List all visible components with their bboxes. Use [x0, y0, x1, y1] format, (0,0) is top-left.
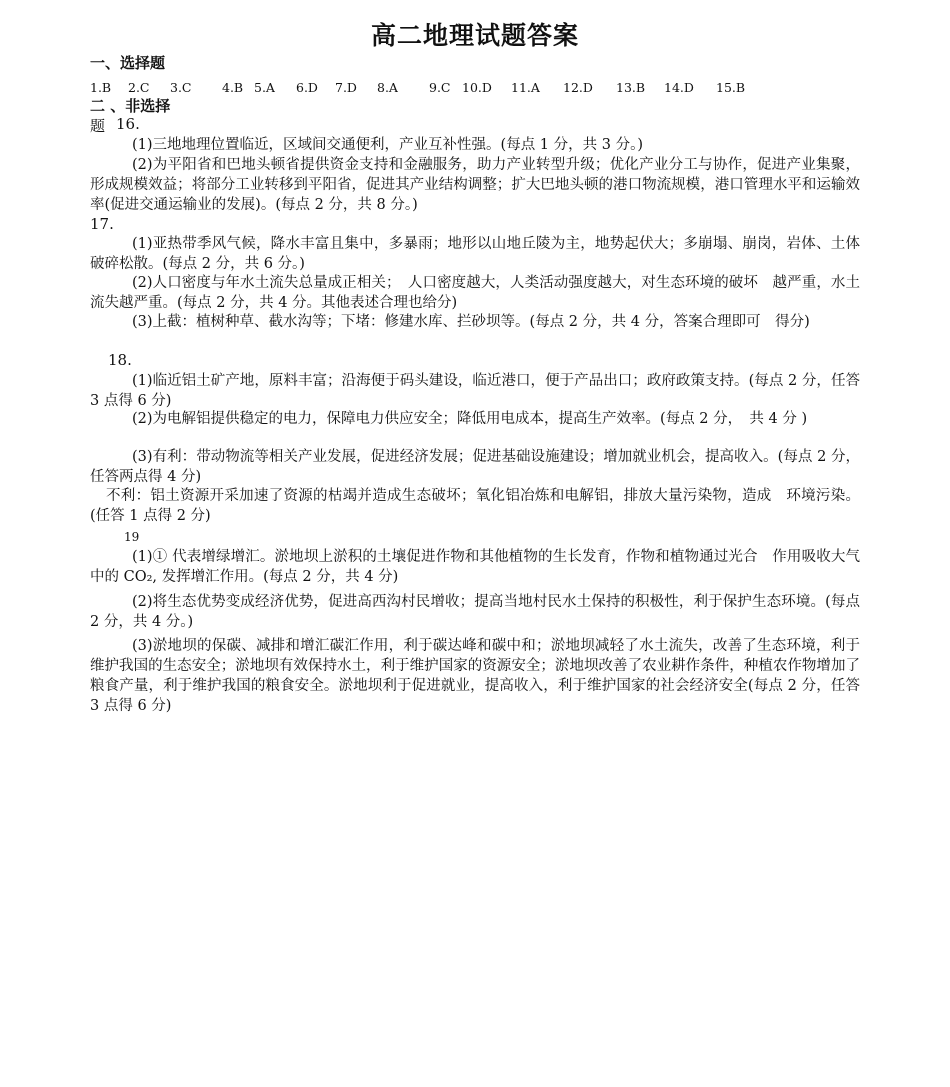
q17-answer-2: (2)人口密度与年水土流失总量成正相关； 人口密度越大，人类活动强度越大，对生态环境的破坏 越严重，水土流失越严重。(每点 2 分，共 4 分。其他表述合理也给分): [90, 275, 860, 311]
question-number-17: 17.: [90, 215, 114, 233]
mc-answer: 9.C: [429, 80, 451, 95]
multiple-choice-answers: [90, 80, 870, 98]
mc-answer: 11.A: [511, 80, 540, 95]
section-heading-multiple-choice: 一、选择题: [90, 54, 166, 72]
section-heading-tail: 题: [90, 117, 106, 135]
mc-answer: 1.B: [90, 80, 112, 95]
mc-answer: 2.C: [128, 80, 150, 95]
q19-answer-3: (3)淤地坝的保碳、减排和增汇碳汇作用，利于碳达峰和碳中和；淤地坝减轻了水土流失，改善了生态环境，利于维护我国的生态安全；淤地坝有效保持水土，利于维护国家的资源安全；淤地坝改善了农业耕作条件，种植农作物增加了粮食产量，利于维护我国的粮食安全。淤地坝利于促进就业，提高收入，利于维护国家的社会经济安全(每点 2 分，任答 3 点得 6 分): [90, 638, 860, 714]
section-heading-non-choice: 二 、非选择: [90, 97, 171, 115]
mc-answer: 6.D: [296, 80, 318, 95]
mc-answer: 12.D: [563, 80, 593, 95]
mc-answer: 7.D: [335, 80, 357, 95]
mc-answer: 8.A: [377, 80, 398, 95]
q17-answer-3: (3)上截：植树种草、截水沟等；下堵：修建水库、拦砂坝等。(每点 2 分，共 4 分，答案合理即可 得分): [132, 314, 810, 330]
mc-answer: 14.D: [664, 80, 694, 95]
q16-answer-1: (1)三地地理位置临近，区域间交通便利，产业互补性强。(每点 1 分，共 3 分。): [132, 137, 643, 153]
mc-answer: 10.D: [462, 80, 492, 95]
question-number-19: 19: [124, 530, 140, 544]
mc-answer: 5.A: [254, 80, 275, 95]
question-number-16: 16.: [116, 115, 140, 133]
q16-answer-2: (2)为平阳省和巴地头顿省提供资金支持和金融服务，助力产业转型升级；优化产业分工与协作，促进产业集聚，形成规模效益；将部分工业转移到平阳省，促进其产业结构调整；扩大巴地头顿的港口物流规模，港口管理水平和运输效率(促进交通运输业的发展)。(每点 2 分，共 8 分。): [90, 157, 860, 213]
q17-answer-1: (1)亚热带季风气候，降水丰富且集中，多暴雨；地形以山地丘陵为主，地势起伏大；多崩塌、崩岗，岩体、土体破碎松散。(每点 2 分，共 6 分。): [90, 236, 860, 272]
mc-answer: 3.C: [170, 80, 192, 95]
page-title: 高二地理试题答案: [370, 21, 579, 50]
question-number-18: 18.: [108, 351, 132, 369]
mc-answer: 13.B: [616, 80, 646, 95]
q18-answer-1: (1)临近铝土矿产地，原料丰富；沿海便于码头建设，临近港口，便于产品出口；政府政策支持。(每点 2 分，任答 3 点得 6 分): [90, 373, 860, 409]
q18-answer-3: (3)有利：带动物流等相关产业发展，促进经济发展；促进基础设施建设；增加就业机会，提高收入。(每点 2 分，任答两点得 4 分): [90, 449, 860, 485]
q19-answer-1: (1)① 代表增绿增汇。淤地坝上淤积的土壤促进作物和其他植物的生长发育，作物和植物通过光合 作用吸收大气中的 CO₂, 发挥增汇作用。(每点 2 分，共 4 分): [90, 549, 860, 585]
q18-answer-2: (2)为电解铝提供稳定的电力，保障电力供应安全；降低用电成本，提高生产效率。(每点 2 分， 共 4 分 ): [132, 411, 808, 427]
mc-answer: 4.B: [222, 80, 244, 95]
q19-answer-2: (2)将生态优势变成经济优势，促进高西沟村民增收；提高当地村民水土保持的积极性，利于保护生态环境。(每点 2 分，共 4 分。): [90, 594, 860, 630]
q18-disadvantages: 不利：铝土资源开采加速了资源的枯竭并造成生态破坏；氧化铝冶炼和电解铝，排放大量污染物，造成 环境污染。(任答 1 点得 2 分): [90, 488, 860, 524]
mc-answer: 15.B: [716, 80, 746, 95]
